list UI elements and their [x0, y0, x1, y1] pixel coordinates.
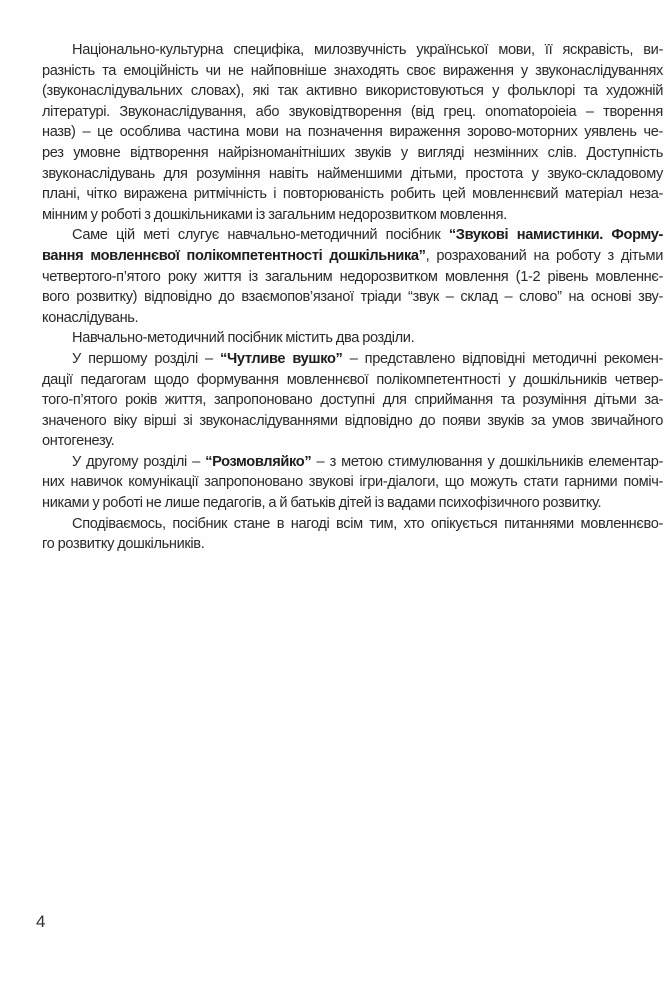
text-line: [42, 472, 663, 493]
text-span: конаслідувань.: [42, 309, 139, 326]
paragraph: [42, 225, 663, 328]
text-line: [42, 164, 663, 185]
text-span: звуконаслідувань для розуміння навіть найменшими дітьми, простота у звуко-складовому: [42, 165, 663, 182]
text-line: [42, 102, 663, 123]
text-span: того-п’ятого років життя, запропоновано доступні для сприймання та розуміння дітьми за-: [42, 392, 663, 409]
paragraph: [42, 514, 663, 555]
text-line: [42, 308, 663, 329]
text-span: плані, чітко виражена ритмічність і повторюваність робить цей мовленнєвий матеріал неза-: [42, 186, 663, 203]
text-line: [42, 40, 663, 61]
bold-title-text: “Звукові намистинки. Форму-: [448, 227, 663, 244]
text-span: – представлено відповідні методичні рекомен-: [342, 350, 663, 367]
text-line: [42, 122, 663, 143]
page-number: 4: [36, 912, 46, 931]
text-line: [42, 349, 663, 370]
text-line: [42, 452, 663, 473]
text-span: вого розвитку) відповідно до взаємопов’язаної тріади “звук – склад – слово” на основі зву-: [42, 289, 663, 306]
text-span: – з метою стимулювання у дошкільників елементар-: [311, 453, 664, 470]
text-span: назв) – це особлива частина мови на позначення вираження зорово-моторних уявлень че-: [42, 124, 663, 141]
text-line: [42, 431, 663, 452]
text-span: го розвитку дошкільників.: [42, 536, 205, 553]
text-line: [42, 390, 663, 411]
paragraph: [42, 40, 663, 225]
text-span: дації педагогам щодо формування мовленнєвої полікомпетентності у дошкільників четвер-: [42, 371, 663, 388]
text-span: мінним у роботі з дошкільниками із загальним недорозвитком мовлення.: [42, 206, 507, 223]
bold-title-text: “Розмовляйко”: [205, 453, 312, 470]
text-span: У першому розділі –: [72, 350, 221, 367]
text-line: [42, 287, 663, 308]
text-span: них навичок комунікації запропоновано звукові ігри-діалоги, що можуть стати гарними поміч-: [42, 474, 663, 491]
text-line: [42, 514, 663, 535]
text-line: [42, 370, 663, 391]
bold-title-text: вання мовленнєвої полікомпетентності дошкільника”: [42, 247, 426, 264]
text-span: значеного віку вірші зі звуконаслідуваннями відповідно до появи звуків за умов звичайного: [42, 412, 663, 429]
text-line: [42, 225, 663, 246]
text-span: У другому розділі –: [72, 453, 206, 470]
text-line: [42, 411, 663, 432]
paragraph: [42, 349, 663, 452]
text-span: , розрахований на роботу з дітьми: [425, 247, 664, 264]
text-line: [42, 493, 663, 514]
text-span: Сподіваємось, посібник стане в нагоді всім тим, хто опікується питаннями мовленнєво-: [72, 515, 663, 532]
text-span: (звуконаслідувальних словах), які так активно використовуються у фольклорі та художній: [42, 83, 663, 100]
text-line: [42, 81, 663, 102]
text-span: разність та емоційність чи не найповніше знаходять своє вираження у звуконаслідуваннях: [42, 62, 663, 79]
text-span: онтогенезу.: [42, 433, 115, 450]
paragraph: [42, 328, 663, 349]
text-span: літературі. Звуконаслідування, або звуковідтворення (від грец. onomatopoieia – творення: [42, 103, 663, 120]
text-span: Навчально-методичний посібник містить два розділи.: [72, 330, 415, 347]
paragraph: [42, 452, 663, 514]
text-line: [42, 184, 663, 205]
text-span: Національно-культурна специфіка, милозвучність української мови, її яскравість, ви-: [72, 42, 663, 58]
body-text: [42, 40, 663, 555]
text-span: никами у роботі не лише педагогів, а й батьків дітей із вадами психофізичного розвитку.: [42, 495, 602, 512]
text-line: [42, 246, 663, 267]
text-line: [42, 205, 663, 226]
text-line: [42, 61, 663, 82]
bold-title-text: “Чутливе вушко”: [220, 350, 343, 367]
text-span: четвертого-п’ятого року життя із загальним недорозвитком мовлення (1-2 рівень мовленнє-: [42, 268, 663, 285]
text-line: [42, 534, 663, 555]
text-line: [42, 143, 663, 164]
text-line: [42, 267, 663, 288]
text-line: [42, 328, 663, 349]
text-span: рез умовне відтворення найрізноманітніших звуків у вигляді незмінних слів. Доступність: [42, 144, 663, 161]
text-span: Саме цій меті слугує навчально-методичний посібник: [72, 227, 449, 244]
